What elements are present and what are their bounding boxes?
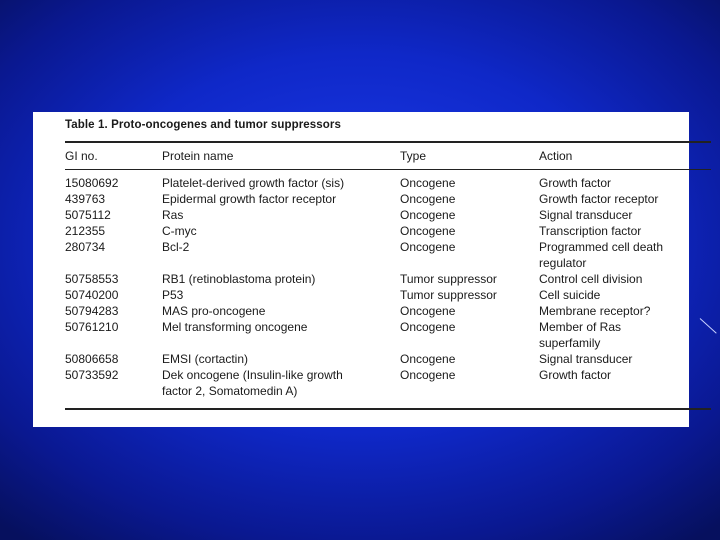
protein-cell: EMSI (cortactin) [162,352,249,366]
decorative-slash-line [700,318,717,333]
gi-cell: 50758553 [65,272,119,286]
table-caption: Table 1. Proto-oncogenes and tumor suppressors [65,119,341,131]
gi-cell: 5075112 [65,208,111,222]
action-cell: Signal transducer [539,208,633,222]
type-cell: Oncogene [400,176,456,190]
protein-cell: C-myc [162,224,197,238]
protein-cell: Ras [162,208,184,222]
action-cell: Transcription factor [539,224,642,238]
protein-cell: Epidermal growth factor receptor [162,192,337,206]
protein-cell: Mel transforming oncogene [162,320,308,334]
protein-cell: RB1 (retinoblastoma protein) [162,272,316,286]
type-cell: Tumor suppressor [400,272,497,286]
protein-cell: Platelet-derived growth factor (sis) [162,176,345,190]
action-cell: Growth factor [539,176,612,190]
type-cell: Oncogene [400,320,456,334]
action-cell-continuation: regulator [539,256,587,270]
action-cell: Membrane receptor? [539,304,651,318]
header-action: Action [539,149,573,163]
action-cell: Control cell division [539,272,643,286]
protein-cell-continuation: factor 2, Somatomedin A) [162,384,298,398]
gi-cell: 50806658 [65,352,119,366]
protein-cell: Bcl-2 [162,240,190,254]
type-cell: Oncogene [400,304,456,318]
action-cell: Growth factor receptor [539,192,659,206]
table-top-rule [65,141,711,143]
gi-cell: 50794283 [65,304,119,318]
gi-cell: 280734 [65,240,106,254]
type-cell: Oncogene [400,224,456,238]
table-header-rule [65,169,711,170]
action-cell: Programmed cell death [539,240,664,254]
header-gi-no: GI no. [65,149,98,163]
type-cell: Oncogene [400,352,456,366]
gi-cell: 439763 [65,192,106,206]
gi-cell: 212355 [65,224,106,238]
header-protein-name: Protein name [162,149,234,163]
action-cell: Growth factor [539,368,612,382]
action-cell-continuation: superfamily [539,336,601,350]
gi-cell: 50740200 [65,288,119,302]
protein-cell: Dek oncogene (Insulin-like growth [162,368,343,382]
type-cell: Oncogene [400,192,456,206]
table-image [33,112,689,427]
gi-cell: 15080692 [65,176,119,190]
type-cell: Tumor suppressor [400,288,497,302]
action-cell: Member of Ras [539,320,622,334]
header-type: Type [400,149,427,163]
type-cell: Oncogene [400,208,456,222]
gi-cell: 50733592 [65,368,119,382]
gi-cell: 50761210 [65,320,119,334]
type-cell: Oncogene [400,368,456,382]
type-cell: Oncogene [400,240,456,254]
protein-cell: MAS pro-oncogene [162,304,266,318]
action-cell: Signal transducer [539,352,633,366]
protein-cell: P53 [162,288,184,302]
action-cell: Cell suicide [539,288,601,302]
table-bottom-rule [65,408,711,410]
